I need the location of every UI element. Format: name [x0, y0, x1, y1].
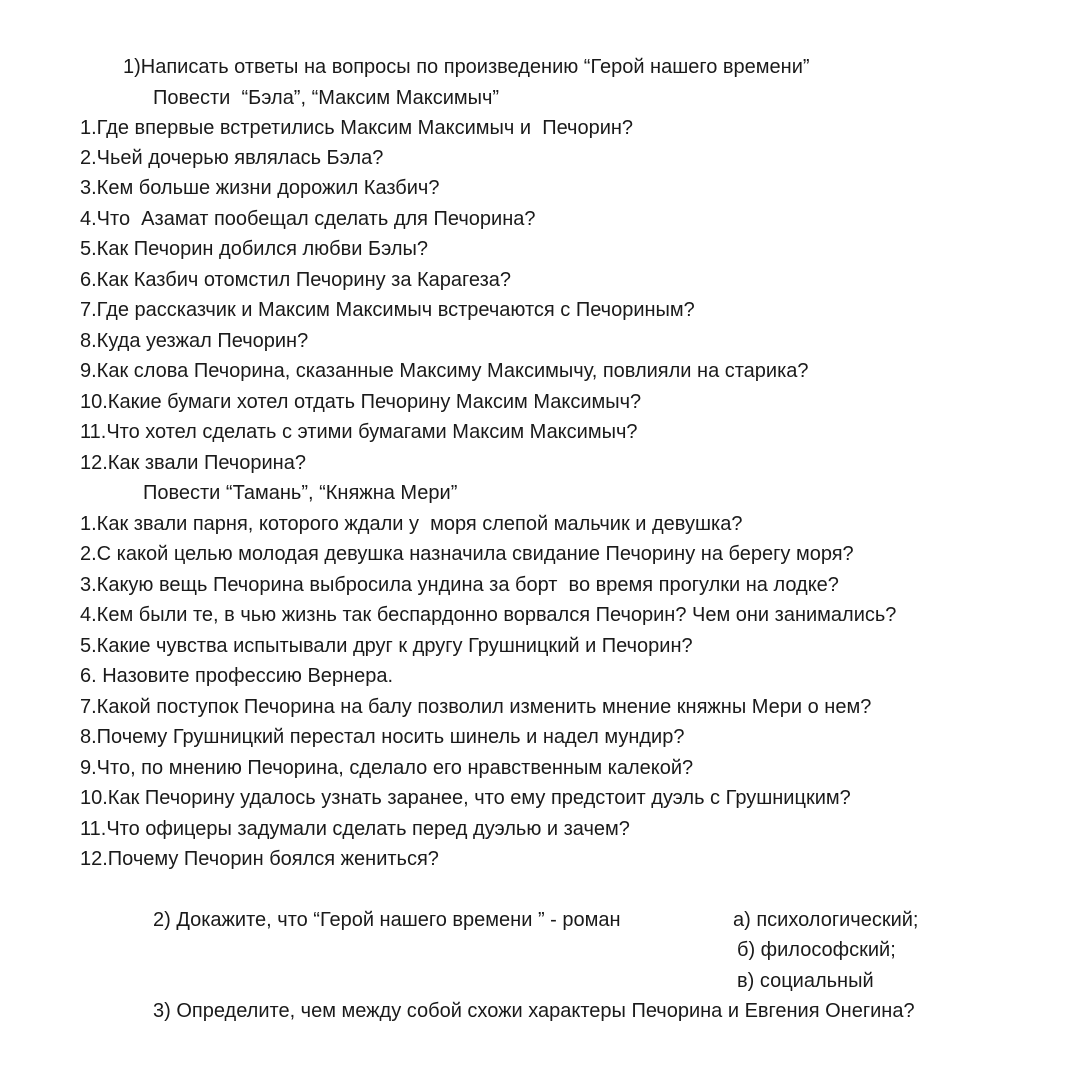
section1-question-2: 2.Чьей дочерью являлась Бэла? [80, 147, 384, 169]
section2-title: Повести “Тамань”, “Княжна Мери” [143, 482, 458, 504]
section2-question-12: 12.Почему Печорин боялся жениться? [80, 848, 439, 870]
task1-heading: 1)Написать ответы на вопросы по произведению “Герой нашего времени” [123, 56, 810, 78]
section2-question-10: 10.Как Печорину удалось узнать заранее, что ему предстоит дуэль с Грушницким? [80, 787, 851, 809]
section1-question-1: 1.Где впервые встретились Максим Максимыч и Печорин? [80, 117, 634, 139]
section2-question-2: 2.С какой целью молодая девушка назначила свидание Печорину на берегу моря? [80, 543, 854, 565]
task2-prompt: 2) Докажите, что “Герой нашего времени ” - роман [153, 909, 621, 931]
section2-question-3: 3.Какую вещь Печорина выбросила ундина за борт во время прогулки на лодке? [80, 574, 839, 596]
section1-question-8: 8.Куда уезжал Печорин? [80, 330, 309, 352]
section1-question-3: 3.Кем больше жизни дорожил Казбич? [80, 177, 440, 199]
section2-question-11: 11.Что офицеры задумали сделать перед дуэлью и зачем? [80, 818, 630, 840]
section1-question-11: 11.Что хотел сделать с этими бумагами Максим Максимыч? [80, 421, 638, 443]
section1-question-6: 6.Как Казбич отомстил Печорину за Карагеза? [80, 269, 512, 291]
section1-question-9: 9.Как слова Печорина, сказанные Максиму Максимычу, повлияли на старика? [80, 360, 809, 382]
section2-question-9: 9.Что, по мнению Печорина, сделало его нравственным калекой? [80, 757, 694, 779]
section1-question-7: 7.Где рассказчик и Максим Максимыч встречаются с Печориным? [80, 299, 695, 321]
section2-question-7: 7.Какой поступок Печорина на балу позволил изменить мнение княжны Мери о нем? [80, 696, 872, 718]
section2-question-1: 1.Как звали парня, которого ждали у моря слепой мальчик и девушка? [80, 513, 743, 535]
task3-prompt: 3) Определите, чем между собой схожи характеры Печорина и Евгения Онегина? [153, 1000, 915, 1022]
section2-question-4: 4.Кем были те, в чью жизнь так беспардонно ворвался Печорин? Чем они занимались? [80, 604, 897, 626]
section2-question-8: 8.Почему Грушницкий перестал носить шинель и надел мундир? [80, 726, 685, 748]
section2-question-6: 6. Назовите профессию Вернера. [80, 665, 393, 687]
task2-option-b: б) философский; [737, 939, 896, 961]
section1-question-5: 5.Как Печорин добился любви Бэлы? [80, 238, 429, 260]
section1-question-12: 12.Как звали Печорина? [80, 452, 306, 474]
section1-question-10: 10.Какие бумаги хотел отдать Печорину Максим Максимыч? [80, 391, 642, 413]
section1-title: Повести “Бэла”, “Максим Максимыч” [153, 87, 500, 109]
task2-option-a: а) психологический; [733, 909, 919, 931]
section2-question-5: 5.Какие чувства испытывали друг к другу Грушницкий и Печорин? [80, 635, 693, 657]
section1-question-4: 4.Что Азамат пообещал сделать для Печорина? [80, 208, 536, 230]
task2-option-c: в) социальный [737, 970, 874, 992]
